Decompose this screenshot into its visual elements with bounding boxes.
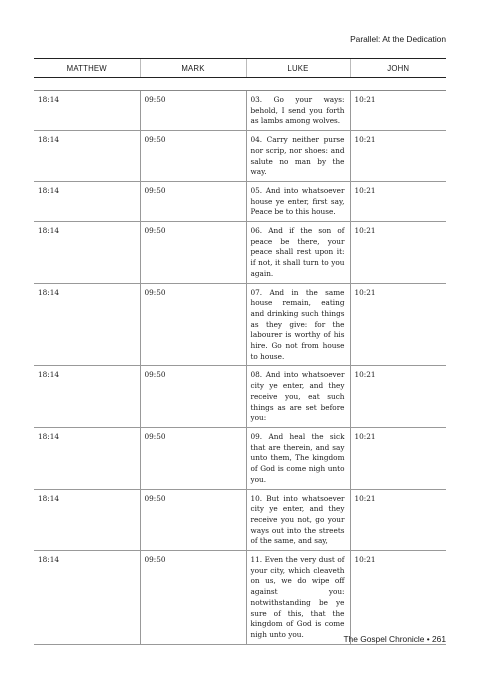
running-title: Parallel: At the Dedication	[350, 34, 446, 44]
mark-cell: 09:50	[140, 283, 246, 366]
column-header-mark: MARK	[140, 59, 246, 78]
matthew-cell: 18:14	[34, 91, 140, 131]
luke-cell: 04. Carry neither purse nor scrip, nor shoes: and salute no man by the way.	[246, 131, 350, 182]
luke-cell: 07. And in the same house remain, eating and drinking such things as they give: for the labourer is worthy of his hire. Go not from house to house.	[246, 283, 350, 366]
matthew-cell: 18:14	[34, 489, 140, 551]
john-cell: 10:21	[350, 551, 446, 645]
header-row	[34, 59, 446, 78]
matthew-cell: 18:14	[34, 283, 140, 366]
matthew-cell: 18:14	[34, 366, 140, 428]
mark-cell: 09:50	[140, 131, 246, 182]
mark-cell: 09:50	[140, 551, 246, 645]
luke-cell: 06. And if the son of peace be there, your peace shall rest upon it: if not, it shall turn to you again.	[246, 222, 350, 284]
mark-cell: 09:50	[140, 427, 246, 489]
column-header-matthew: MATTHEW	[34, 59, 140, 78]
luke-cell: 10. But into whatsoever city ye enter, and they receive you not, go your ways out into the streets of the same, and say,	[246, 489, 350, 551]
john-cell: 10:21	[350, 489, 446, 551]
matthew-cell: 18:14	[34, 551, 140, 645]
table-row	[34, 131, 446, 182]
john-cell: 10:21	[350, 283, 446, 366]
column-header-john: JOHN	[350, 59, 446, 78]
mark-cell: 09:50	[140, 222, 246, 284]
column-header-luke: LUKE	[246, 59, 350, 78]
matthew-cell: 18:14	[34, 181, 140, 221]
john-cell: 10:21	[350, 131, 446, 182]
luke-cell: 09. And heal the sick that are therein, and say unto them, The kingdom of God is come nigh unto you.	[246, 427, 350, 489]
mark-cell: 09:50	[140, 181, 246, 221]
luke-cell: 11. Even the very dust of your city, which cleaveth on us, we do wipe off against you: notwithstanding be ye sure of this, that the kingdom of God is come nigh unto you.	[246, 551, 350, 645]
matthew-cell: 18:14	[34, 131, 140, 182]
mark-cell: 09:50	[140, 489, 246, 551]
mark-cell: 09:50	[140, 366, 246, 428]
table-row	[34, 91, 446, 131]
john-cell: 10:21	[350, 181, 446, 221]
table-row	[34, 489, 446, 551]
john-cell: 10:21	[350, 91, 446, 131]
table-row	[34, 366, 446, 428]
luke-cell: 05. And into whatsoever house ye enter, first say, Peace be to this house.	[246, 181, 350, 221]
table-row	[34, 222, 446, 284]
john-cell: 10:21	[350, 427, 446, 489]
john-cell: 10:21	[350, 222, 446, 284]
matthew-cell: 18:14	[34, 222, 140, 284]
luke-cell: 08. And into whatsoever city ye enter, and they receive you, eat such things as are set before you:	[246, 366, 350, 428]
table-row	[34, 427, 446, 489]
spacer-row	[34, 78, 446, 91]
parallel-table	[34, 58, 446, 645]
table-row	[34, 551, 446, 645]
page-footer: The Gospel Chronicle • 261	[343, 634, 446, 644]
table-row	[34, 283, 446, 366]
john-cell: 10:21	[350, 366, 446, 428]
luke-cell: 03. Go your ways: behold, I send you forth as lambs among wolves.	[246, 91, 350, 131]
mark-cell: 09:50	[140, 91, 246, 131]
table-row	[34, 181, 446, 221]
matthew-cell: 18:14	[34, 427, 140, 489]
